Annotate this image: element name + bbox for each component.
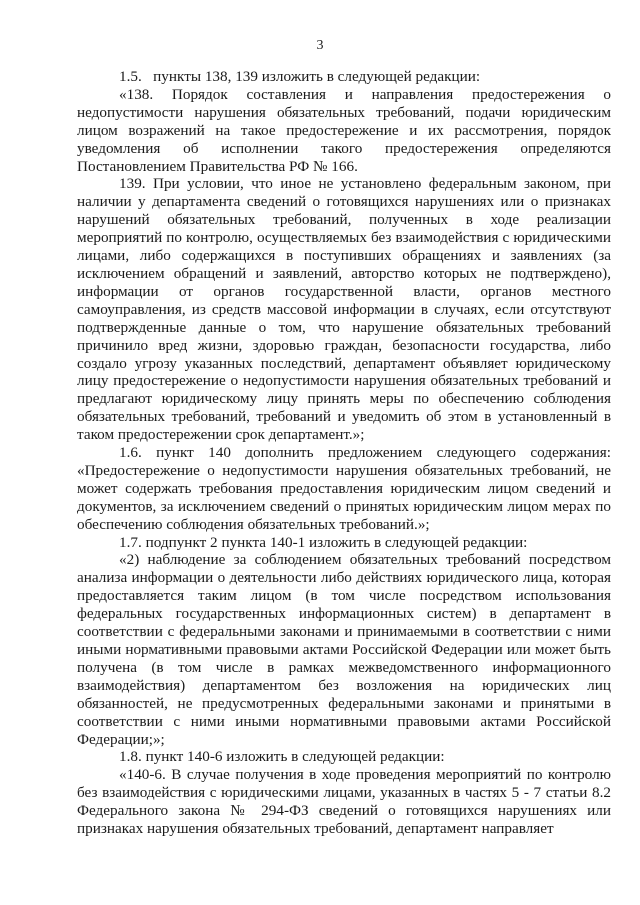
- paragraph-subitem-2: «2) наблюдение за соблюдением обязательных требований посредством анализа информации о деятельности либо действиях юридического лица, которая предоставляется таким лицом (в том числе посредством использования федеральных государственных информационных систем) в департамент в соответствии с федеральными законами и принимаемыми в соответствии с ними иными нормативными правовыми актами Российской Федерации или может быть получена (в том числе в рамках межведомственного информационного взаимодействия) департаментом без возложения на юридических лиц обязанностей, не предусмотренных федеральными законами и принятыми в соответствии с ними иными нормативными правовыми актами Российской Федерации;»;: [77, 551, 611, 748]
- paragraph-item-138: «138. Порядок составления и направления предостережения о недопустимости нарушения обязательных требований, подачи юридическим лицом возражений на такое предостережение и их рассмотрения, порядок уведомления об исполнении такого предостережения определяются Постановлением Правительства РФ № 166.: [77, 85, 611, 175]
- page-number: 3: [316, 38, 324, 53]
- paragraph-item-1-7: 1.7. подпункт 2 пункта 140-1 изложить в следующей редакции:: [119, 533, 528, 551]
- paragraph-item-140-6: «140-6. В случае получения в ходе проведения мероприятий по контролю без взаимодействия с юридическими лицами, указанных в частях 5 - 7 статьи 8.2 Федерального закона № 294-ФЗ сведений о готовящихся нарушениях или признаках нарушения обязательных требований, департамент направляет: [77, 766, 611, 838]
- paragraph-item-139: 139. При условии, что иное не установлено федеральным законом, при наличии у департамента сведений о готовящихся нарушениях или о признаках нарушений обязательных требований, полученных в ходе реализации мероприятий по контролю, осуществляемых без взаимодействия с юридическими лицами, либо содержащихся в поступивших обращениях и заявлениях (за исключением обращений и заявлений, авторство которых не подтверждено), информации от органов государственной власти, органов местного самоуправления, из средств массовой информации в случаях, если отсутствуют подтвержденные данные о том, что нарушение обязательных требований причинило вред жизни, здоровью граждан, безопасности государства, либо создало угрозу указанных последствий, департамент объявляет юридическому лицу предостережение о недопустимости нарушения обязательных требований и предлагают юридическому лицу принять меры по обеспечению соблюдения обязательных требований, требований и уведомить об этом в установленный в таком предостережении срок департамент.»;: [77, 175, 611, 444]
- document-body: [77, 68, 611, 838]
- paragraph-item-1-6: 1.6. пункт 140 дополнить предложением следующего содержания: «Предостережение о недопустимости нарушения обязательных требований, не может содержать требования предоставления юридическим лицом сведений и документов, за исключением сведений о принятых юридическим лицом мерах по обеспечению соблюдения обязательных требований.»;: [77, 444, 611, 533]
- paragraph-item-1-5: 1.5. пункты 138, 139 изложить в следующей редакции:: [119, 68, 481, 85]
- paragraph-item-1-8: 1.8. пункт 140-6 изложить в следующей редакции:: [119, 748, 445, 766]
